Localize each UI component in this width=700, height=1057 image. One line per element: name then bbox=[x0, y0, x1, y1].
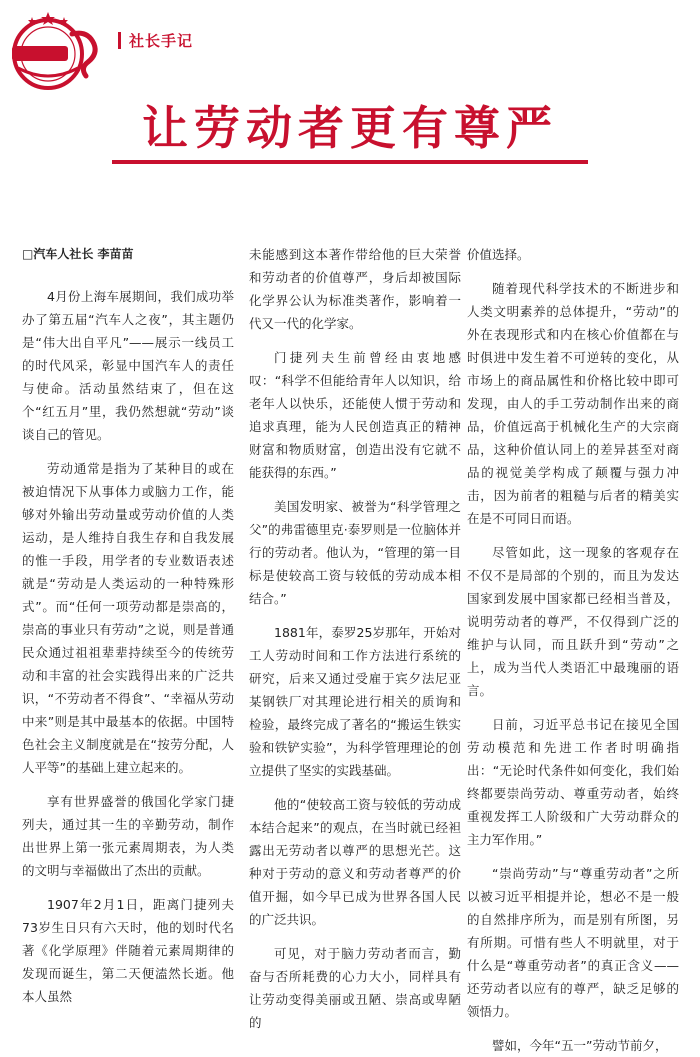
paragraph: 1907年2月1日，距离门捷列夫73岁生日只有六天时，他的划时代名著《化学原理》伴随着元素周期律的发现而诞生，第二天便溘然长逝。他本人虽然 bbox=[22, 897, 234, 1004]
paragraph: 4月份上海车展期间，我们成功举办了第五届“汽车人之夜”，其主题仍是“伟大出自平凡”——展示一线员工的时代风采，彰显中国汽车人的责任与使命。活动虽然结束了，但在这个“红五月”里，我仍然想就“劳动”谈谈自己的管见。 bbox=[22, 289, 234, 442]
paragraph: 门捷列夫生前曾经由衷地感叹：“科学不但能给青年人以知识，给老年人以快乐，还能使人惯于劳动和追求真理，能为人民创造真正的精神财富和物质财富，创造出没有它就不能获得的东西。” bbox=[249, 350, 461, 480]
logo-badge-icon bbox=[6, 10, 110, 92]
paragraph: 随着现代科学技术的不断进步和人类文明素养的总体提升，“劳动”的外在表现形式和内在核心价值都在与时俱进中发生着不可逆转的变化，从市场上的商品属性和价格比较中即可发现，由人的手工劳动制作出来的商品，价值远高于机械化生产的大宗商品，这种价值认同上的差异甚至对商品的视觉美学构成了颠覆与强力冲击，因为前者的粗糙与后者的精美实在是不可同日而语。 bbox=[467, 281, 679, 526]
article-column-1 bbox=[22, 243, 234, 1004]
column-name bbox=[118, 30, 193, 51]
paragraph: 譬如，今年“五一”劳动节前夕， bbox=[492, 1038, 668, 1053]
paragraph: “崇尚劳动”与“尊重劳动者”之所以被习近平相提并论，想必不是一般的自然排序所为，而是别有所图，另有所期。可惜有些人不明就里，对于什么是“尊重劳动者”的真正含义——还劳动者以应有的尊严，缺乏足够的领悟力。 bbox=[467, 866, 679, 1019]
paragraph: 1881年，泰罗25岁那年，开始对工人劳动时间和工作方法进行系统的研究，后来又通过受雇于宾夕法尼亚某钢铁厂对其理论进行相关的质询和检验，最终完成了著名的“搬运生铁实验和铁铲实验”，为科学管理理论的创立提供了坚实的实践基础。 bbox=[249, 625, 461, 778]
article-body bbox=[0, 243, 700, 1053]
paragraph: 享有世界盛誉的俄国化学家门捷列夫，通过其一生的辛勤劳动，制作出世界上第一张元素周期表，为人类的文明与幸福做出了杰出的贡献。 bbox=[22, 794, 234, 878]
paragraph: 尽管如此，这一现象的客观存在不仅不是局部的个别的，而且为发达国家到发展中国家都已经相当普及，说明劳动者的尊严，不仅得到广泛的维护与认同，而且跃升到“劳动”之上，成为当代人类语汇中最瑰丽的语言。 bbox=[467, 545, 679, 698]
article-column-2 bbox=[249, 243, 461, 1030]
title-underline bbox=[112, 160, 588, 164]
column-name-text: 社长手记 bbox=[129, 32, 194, 50]
paragraph: 可见，对于脑力劳动者而言，勤奋与否所耗费的心力大小，同样具有让劳动变得美丽或丑陋、崇高或卑陋的 bbox=[249, 946, 461, 1030]
paragraph: 价值选择。 bbox=[467, 247, 530, 262]
paragraph: 日前，习近平总书记在接见全国劳动模范和先进工作者时明确指出：“无论时代条件如何变化，我们始终都要崇尚劳动、尊重劳动者，始终重视发挥工人阶级和广大劳动群众的主力军作用。” bbox=[467, 717, 679, 847]
article-column-3 bbox=[467, 243, 679, 1053]
paragraph: 美国发明家、被誉为“科学管理之父”的弗雷德里克·泰罗则是一位脑体并行的劳动者。他认为，“管理的第一目标是使较高工资与较低的劳动成本相结合。” bbox=[249, 499, 461, 606]
paragraph: 未能感到这本著作带给他的巨大荣誉和劳动者的价值尊严，身后却被国际化学界公认为标准类著作，影响着一代又一代的化学家。 bbox=[249, 247, 461, 331]
article-title: 让劳动者更有尊严 bbox=[142, 101, 558, 155]
byline: □汽车人社长 李苗苗 bbox=[22, 247, 134, 261]
paragraph: 他的“使较高工资与较低的劳动成本结合起来”的观点，在当时就已经袒露出无劳动者以尊严的思想光芒。这种对于劳动的意义和劳动者尊严的价值开掘，如今早已成为世界各国人民的广泛共识。 bbox=[249, 797, 461, 927]
column-name-bar bbox=[118, 32, 121, 49]
masthead-logo bbox=[6, 10, 110, 92]
paragraph: 劳动通常是指为了某种目的或在被迫情况下从事体力或脑力工作，能够对外输出劳动量或劳动价值的人类运动，是人维持自我生存和自我发展的惟一手段，用学者的专业数语表述就是“劳动是人类运动的一种特殊形式”。而“任何一项劳动都是崇高的，崇高的事业只有劳动”之说，则是普通民众通过祖祖辈辈持续至今的传统劳动和丰富的社会实践得出来的广泛共识，“不劳动者不得食”、“幸福从劳动中来”则是其中最基本的依据。中国特色社会主义制度就是在“按劳分配，人人平等”的基础上建立起来的。 bbox=[22, 461, 234, 775]
